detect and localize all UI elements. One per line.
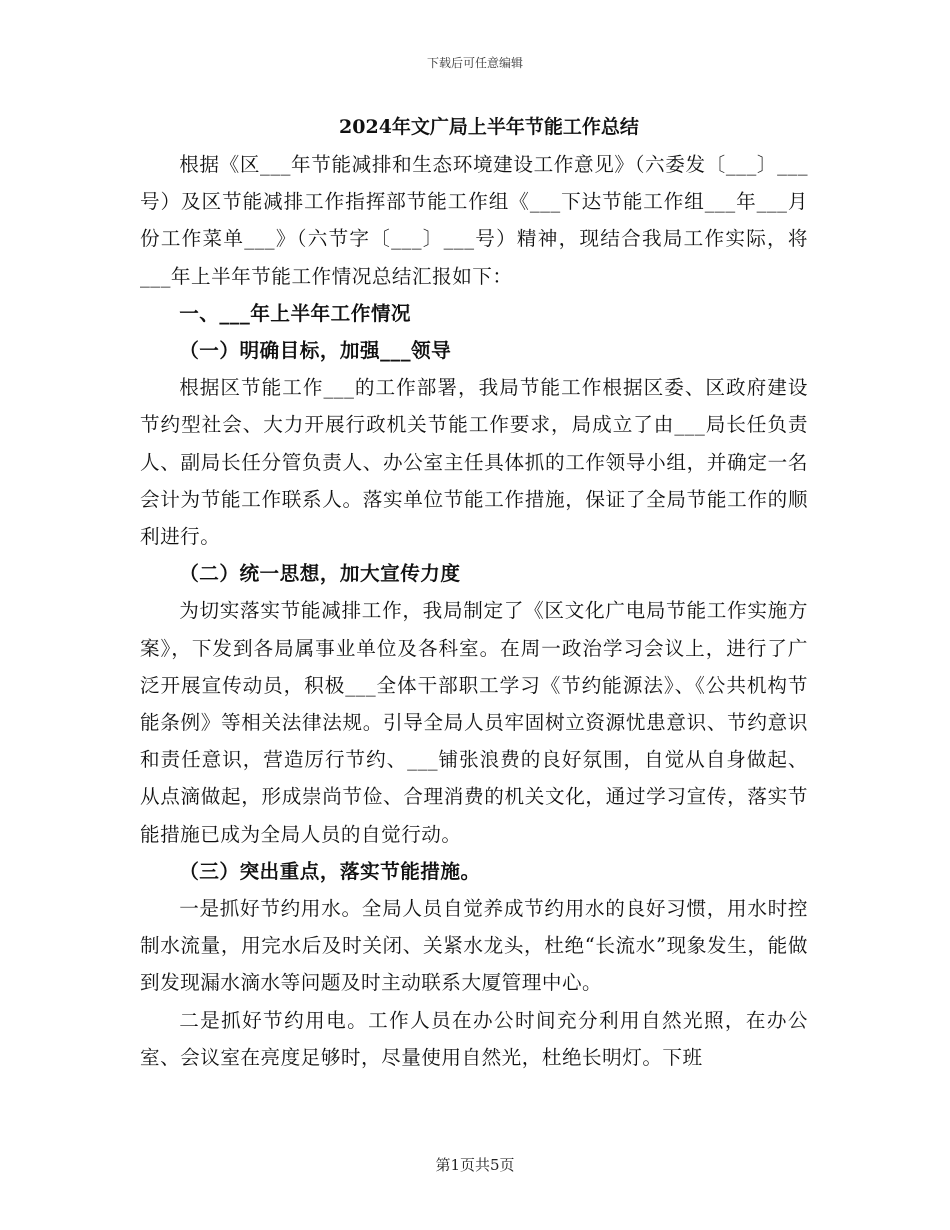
paragraph-publicity: 为切实落实节能减排工作，我局制定了《区文化广电局节能工作实施方案》，下发到各局属事业单位及各科室。在周一政治学习会议上，进行了广泛开展宣传动员，积极___全体干部职工学习《节约能源法》、《公共机构节能条例》等相关法律法规。引导全局人员牢固树立资源忧患意识、节约意识和责任意识，营造厉行节约、___铺张浪费的良好氛围，自觉从自身做起、从点滴做起，形成崇尚节俭、合理消费的机关文化，通过学习宣传，落实节能措施已成为全局人员的自觉行动。 (140, 599, 808, 846)
document-body (140, 112, 808, 1076)
subsection-heading-2: （二）统一思想，加大宣传力度 (179, 562, 461, 586)
subsection-heading-1: （一）明确目标，加强___领导 (179, 339, 452, 363)
paragraph-intro: 根据《区___年节能减排和生态环境建设工作意见》（六委发〔___〕___号）及区节能减排工作指挥部节能工作组《___下达节能工作组___年___月份工作菜单___》（六节字〔___〕___号）精神，现结合我局工作实际，将___年上半年节能工作情况总结汇报如下： (140, 153, 808, 288)
page-number: 第1页共5页 (435, 1156, 515, 1174)
paragraph-water: 一是抓好节约用水。全局人员自觉养成节约用水的良好习惯，用水时控制水流量，用完水后及时关闭、关紧水龙头，杜绝“长流水”现象发生，能做到发现漏水滴水等问题及时主动联系大厦管理中心。 (140, 897, 808, 995)
header-note: 下载后可任意编辑 (426, 56, 523, 70)
paragraph-electricity: 二是抓好节约用电。工作人员在办公时间充分利用自然光照，在办公室、会议室在亮度足够时，尽量使用自然光，杜绝长明灯。下班 (140, 1008, 808, 1069)
document-title: 2024年文广局上半年节能工作总结 (339, 116, 639, 138)
paragraph-leadership: 根据区节能工作___的工作部署，我局节能工作根据区委、区政府建设节约型社会、大力开展行政机关节能工作要求，局成立了由___局长任负责人、副局长任分管负责人、办公室主任具体抓的工作领导小组，并确定一名会计为节能工作联系人。落实单位节能工作措施，保证了全局节能工作的顺利进行。 (140, 376, 808, 549)
section-heading-1: 一、___年上半年工作情况 (179, 301, 412, 325)
subsection-heading-3: （三）突出重点，落实节能措施。 (179, 859, 481, 883)
